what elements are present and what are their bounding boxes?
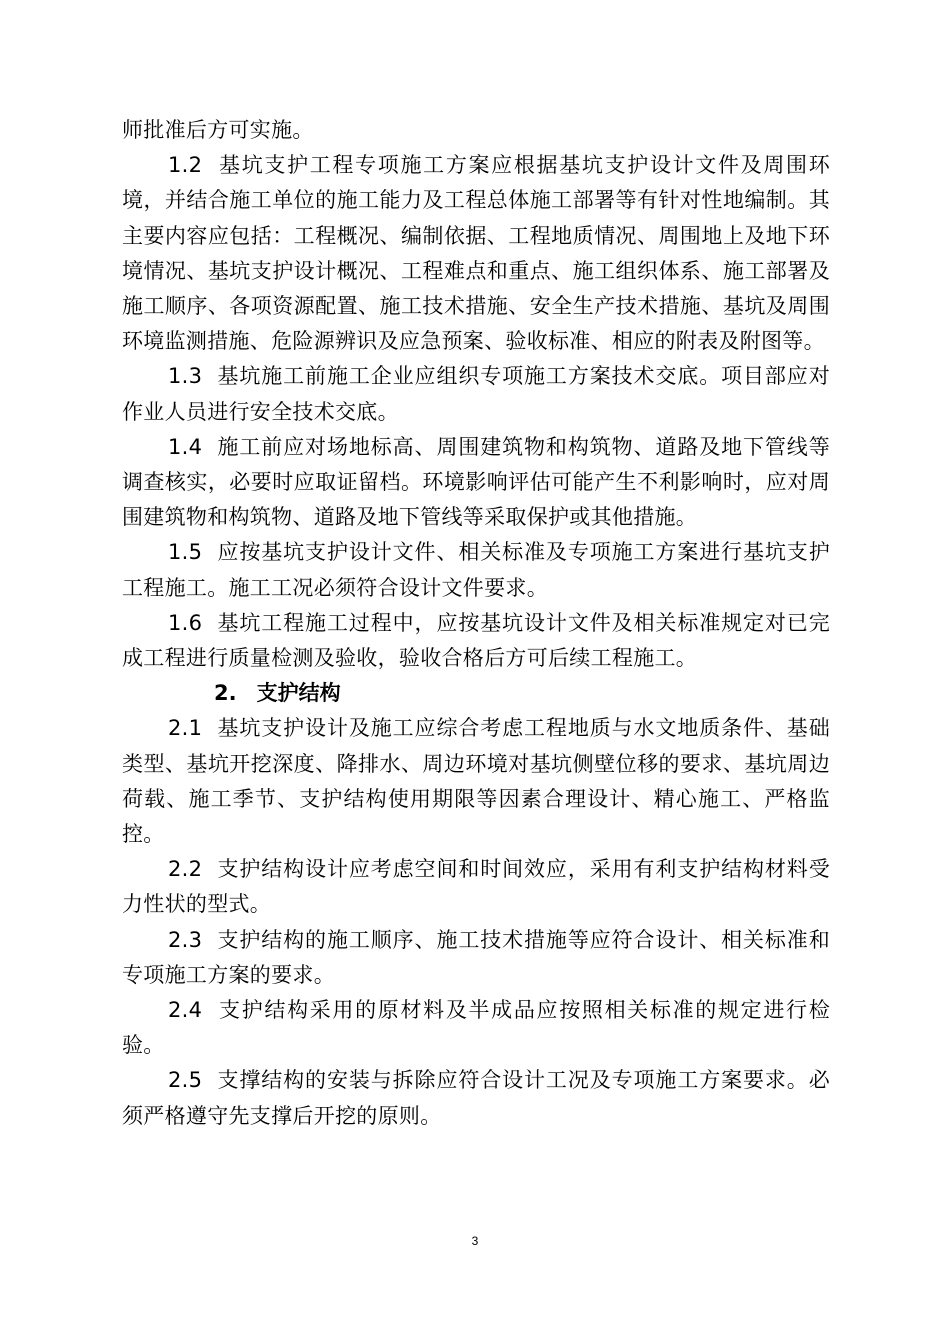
clause-text: 基坑施工前施工企业应组织专项施工方案技术交底。项目部应对作业人员进行安全技术交底。 [122, 364, 830, 424]
clause-2-4 [122, 993, 830, 1063]
clause-text: 支护结构设计应考虑空间和时间效应，采用有利支护结构材料受力性状的型式。 [122, 857, 830, 917]
document-body [122, 113, 830, 1134]
clause-number: 2.2 [168, 857, 203, 882]
section-heading [122, 676, 830, 711]
clause-number: 2.3 [168, 927, 203, 952]
section-number: 2. [214, 681, 237, 706]
clause-1-5 [122, 535, 830, 605]
clause-text: 支护结构的施工顺序、施工技术措施等应符合设计、相关标准和专项施工方案的要求。 [122, 927, 830, 987]
clause-number: 2.5 [168, 1068, 203, 1093]
continuation-paragraph: 师批准后方可实施。 [122, 118, 314, 142]
clause-number: 1.2 [168, 153, 203, 178]
clause-text: 基坑工程施工过程中，应按基坑设计文件及相关标准规定对已完成工程进行质量检测及验收，验收合格后方可后续工程施工。 [122, 610, 830, 671]
clause-number: 1.4 [168, 434, 203, 459]
clause-text: 基坑支护工程专项施工方案应根据基坑支护设计文件及周围环境，并结合施工单位的施工能力及工程总体施工部署等有针对性地编制。其主要内容应包括：工程概况、编制依据、工程地质情况、周围地上及地下环境情况、基坑支护设计概况、工程难点和重点、施工组织体系、施工部署及施工顺序、各项资源配置、施工技术措施、安全生产技术措施、基坑及周围环境监测措施、危险源辨识及应急预案、验收标准、相应的附表及附图等。 [122, 153, 830, 354]
clause-text: 支撑结构的安装与拆除应符合设计工况及专项施工方案要求。必须严格遵守先支撑后开挖的原则。 [122, 1068, 830, 1128]
clause-2-2 [122, 852, 830, 922]
clause-text: 基坑支护设计及施工应综合考虑工程地质与水文地质条件、基础类型、基坑开挖深度、降排水、周边环境对基坑侧壁位移的要求、基坑周边荷载、施工季节、支护结构使用期限等因素合理设计、精心施工、严格监控。 [122, 716, 830, 847]
clause-2-1 [122, 711, 830, 852]
page-number: 3 [471, 1234, 479, 1248]
clause-text: 支护结构采用的原材料及半成品应按照相关标准的规定进行检验。 [122, 998, 830, 1058]
clause-number: 1.5 [168, 540, 203, 565]
clause-1-2 [122, 148, 830, 359]
clause-number: 1.3 [168, 364, 203, 389]
section-title: 支护结构 [256, 681, 341, 706]
clause-1-6 [122, 606, 830, 676]
clause-number: 2.4 [168, 998, 203, 1023]
clause-text: 施工前应对场地标高、周围建筑物和构筑物、道路及地下管线等调查核实，必要时应取证留档。环境影响评估可能产生不利影响时，应对周围建筑物和构筑物、道路及地下管线等采取保护或其他措施。 [122, 434, 830, 530]
clause-1-4 [122, 430, 830, 536]
clause-text: 应按基坑支护设计文件、相关标准及专项施工方案进行基坑支护工程施工。施工工况必须符合设计文件要求。 [122, 540, 830, 600]
clause-1-3 [122, 359, 830, 429]
clause-number: 1.6 [168, 610, 203, 635]
clause-number: 2.1 [168, 716, 203, 741]
clause-2-3 [122, 923, 830, 993]
clause-2-5 [122, 1063, 830, 1133]
